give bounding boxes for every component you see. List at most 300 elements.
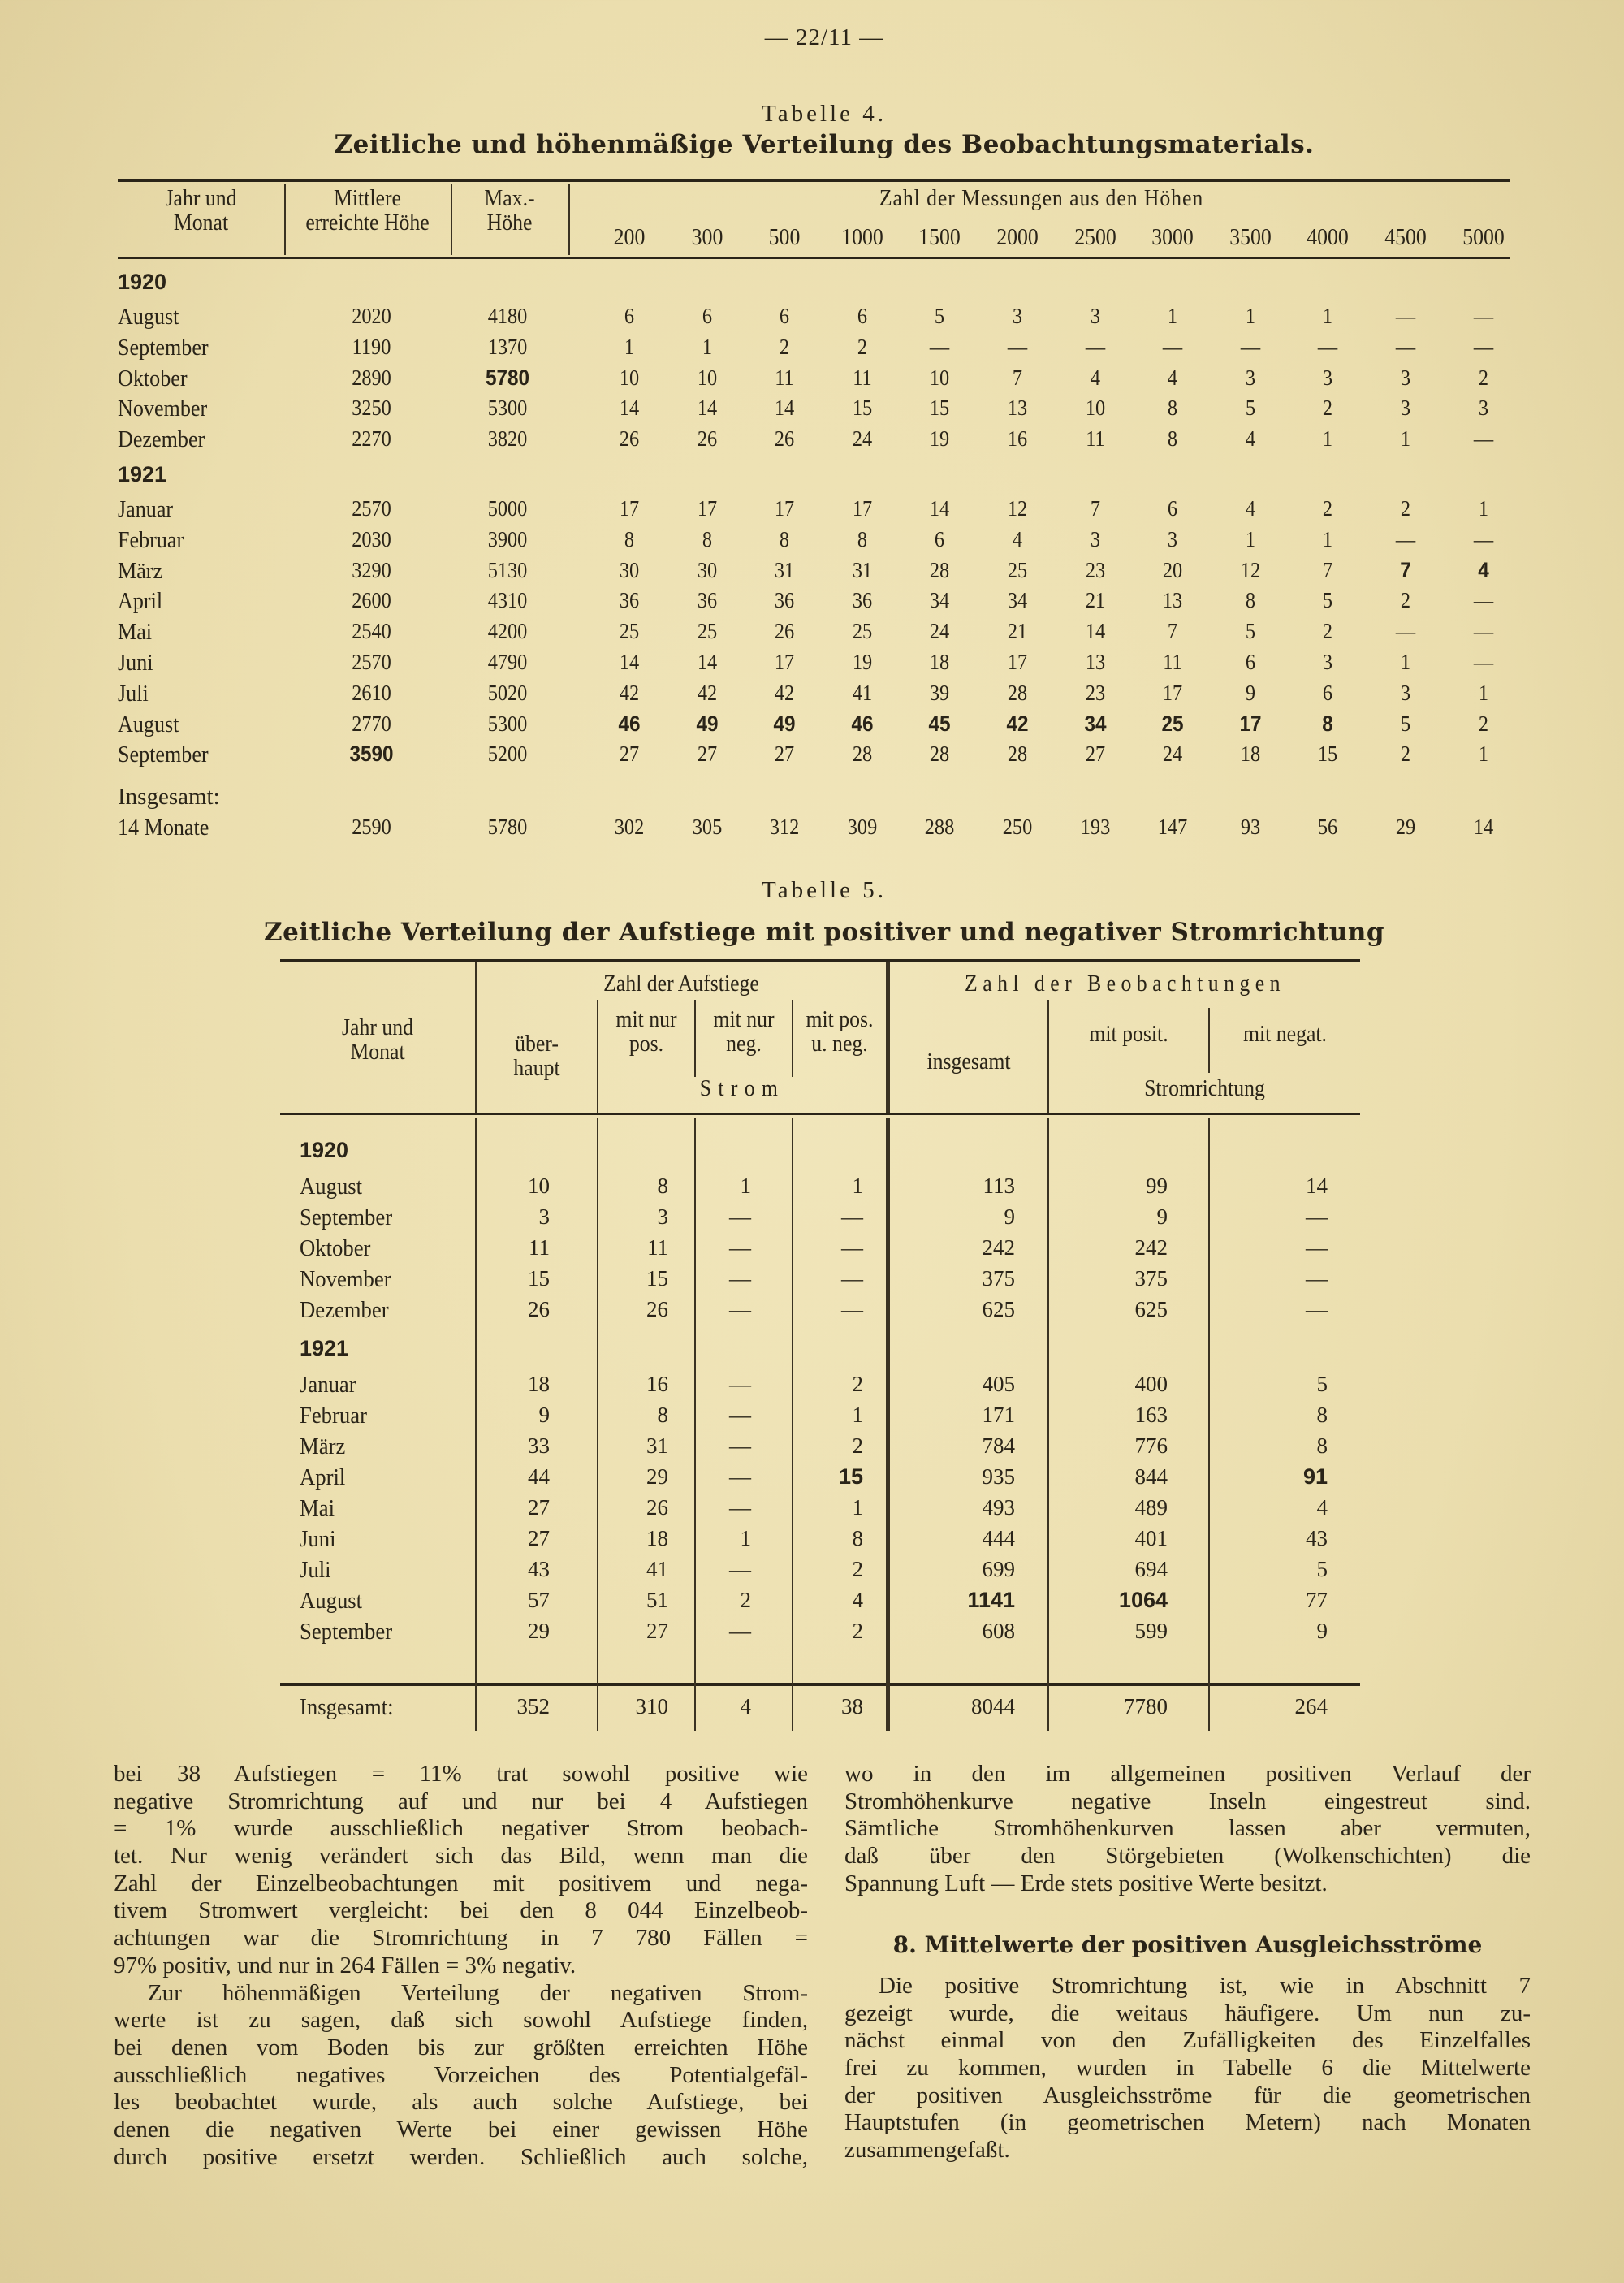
table-cell: —	[729, 1204, 751, 1229]
table-cell: 13	[1085, 650, 1105, 674]
table-cell: 46	[618, 711, 641, 736]
table-cell: 7	[1012, 365, 1023, 390]
table-cell: —	[729, 1266, 751, 1291]
table-row	[118, 619, 1510, 650]
table-cell: 10	[930, 365, 950, 390]
table-cell: 193	[1080, 815, 1110, 840]
table-cell: 24	[1163, 742, 1183, 767]
table-cell: 8	[1322, 711, 1334, 736]
table-cell: 18	[1240, 742, 1260, 767]
table-cell: 2	[740, 1588, 751, 1612]
table-cell: 13	[1007, 396, 1028, 421]
table-cell: —	[1473, 588, 1493, 613]
table-cell: 2	[1400, 496, 1411, 521]
table-cell: —	[1473, 304, 1493, 328]
text-column-right-continued	[844, 1973, 1531, 2164]
month-label: September	[118, 742, 209, 768]
table-cell: 242	[982, 1235, 1015, 1260]
header-mittlere: Mittlere erreichte Höhe	[305, 186, 430, 236]
table-cell: 27	[775, 742, 795, 767]
month-label: März	[300, 1433, 346, 1459]
month-label: Februar	[300, 1403, 367, 1429]
month-label: März	[118, 557, 163, 584]
table-cell: 28	[930, 557, 950, 582]
table-cell: 28	[1007, 742, 1028, 767]
table-cell: 2	[1400, 742, 1411, 767]
table-cell: 4200	[487, 619, 528, 644]
month-label: April	[300, 1464, 346, 1490]
table-cell: 9	[1316, 1619, 1328, 1643]
table-cell: —	[841, 1204, 863, 1229]
header-height-5000: 5000	[1462, 225, 1505, 250]
table-cell: 2610	[352, 680, 391, 705]
table-cell: 23	[1085, 557, 1105, 582]
table-cell: —	[1163, 334, 1183, 359]
table-cell: 5	[1245, 619, 1255, 644]
month-label: August	[118, 304, 179, 330]
table-cell: 776	[1134, 1433, 1168, 1458]
table-cell: 36	[619, 588, 640, 613]
table-cell: 26	[775, 619, 795, 644]
table-cell: 19	[852, 650, 872, 674]
table-cell: 5780	[487, 815, 528, 840]
text-line: wo in den im allgemeinen positiven Verlauf der	[844, 1761, 1531, 1787]
table-cell: 15	[838, 1464, 863, 1489]
table-cell: 10	[1085, 396, 1105, 421]
table-cell: 4	[740, 1694, 751, 1719]
table-cell: 28	[1007, 680, 1028, 705]
table-cell: —	[1473, 526, 1493, 551]
table-cell: 14	[1473, 815, 1493, 840]
table-cell: 309	[847, 815, 878, 840]
text-line: Zur höhenmäßigen Verteilung der negativen Strom-	[148, 1979, 808, 2006]
table-cell: 49	[696, 711, 719, 736]
table-cell: 310	[635, 1694, 668, 1719]
table-row	[280, 1557, 1360, 1588]
table-row	[280, 1297, 1360, 1328]
table-cell: 1	[740, 1526, 751, 1550]
header-jahr: Jahr und Monat	[165, 186, 237, 236]
table-cell: 23	[1085, 680, 1105, 705]
table-cell: 2	[780, 334, 790, 359]
table-cell: 99	[1146, 1174, 1168, 1198]
table-cell: 36	[697, 588, 717, 613]
table-cell: 5	[1316, 1557, 1328, 1581]
table-cell: 6	[1168, 496, 1178, 521]
text-column-left	[114, 1761, 808, 2171]
text-line: bei denen vom Boden bis zur größten erreichten Höhe	[114, 2034, 808, 2060]
table-row	[280, 1588, 1360, 1619]
table-cell: —	[729, 1403, 751, 1427]
table-cell: 4180	[487, 304, 528, 328]
table5-caption: Tabelle 5.	[762, 877, 887, 903]
table-cell: 6	[780, 304, 790, 328]
month-label: September	[300, 1619, 393, 1645]
table-cell: 6	[1245, 650, 1255, 674]
table-cell: —	[1473, 619, 1493, 644]
table-row	[280, 1495, 1360, 1526]
table-cell: 4	[852, 1588, 863, 1612]
table-cell: 489	[1134, 1495, 1168, 1520]
total-label: Insgesamt:	[300, 1694, 394, 1720]
month-label: Mai	[118, 619, 153, 646]
table-cell: 38	[841, 1694, 863, 1719]
text-line: denen die negativen Werte bei einer gewissen Höhe	[114, 2116, 808, 2142]
table-cell: 375	[1134, 1266, 1168, 1291]
table-cell: 4	[1090, 365, 1100, 390]
table-cell: 11	[1085, 426, 1105, 452]
table-cell: 493	[982, 1495, 1015, 1520]
table-cell: 288	[925, 815, 955, 840]
table-cell: 2020	[352, 304, 391, 328]
table-cell: 784	[982, 1433, 1015, 1458]
table-cell: 8	[1245, 588, 1255, 613]
table-cell: 6	[702, 304, 712, 328]
header-nur-pos: mit nur pos.	[615, 1007, 677, 1057]
table-cell: 699	[982, 1557, 1015, 1581]
table-cell: 5300	[487, 396, 528, 421]
table-cell: 17	[697, 496, 717, 521]
table-cell: 1	[852, 1495, 863, 1520]
table-row	[280, 1619, 1360, 1650]
table-cell: 1	[702, 334, 712, 359]
table-cell: 29	[1395, 815, 1416, 840]
table-cell: 4	[1168, 365, 1178, 390]
table-row	[280, 1433, 1360, 1464]
text-line: = 1% wurde ausschließlich negativer Strom beobach-	[114, 1815, 808, 1842]
table-cell: 8	[702, 526, 712, 551]
table-cell: 34	[1084, 711, 1107, 736]
table-cell: 2	[852, 1619, 863, 1643]
table-cell: 34	[930, 588, 950, 613]
table-cell: 18	[528, 1372, 550, 1396]
table-cell: 8	[1168, 396, 1178, 421]
table-cell: —	[1306, 1297, 1328, 1321]
table-cell: 16	[1007, 426, 1028, 452]
year-label: 1920	[118, 270, 167, 294]
table-cell: —	[841, 1235, 863, 1260]
table-cell: —	[729, 1372, 751, 1396]
table-cell: 14	[775, 396, 795, 421]
table-cell: —	[729, 1557, 751, 1581]
year-label: 1920	[300, 1138, 349, 1162]
table5	[280, 959, 1360, 1731]
table-cell: 3	[657, 1204, 668, 1229]
table-cell: 26	[697, 426, 717, 452]
table-cell: —	[1318, 334, 1338, 359]
table-cell: 305	[692, 815, 722, 840]
table-cell: 2590	[352, 815, 391, 840]
table-cell: 7	[1400, 557, 1411, 582]
table-cell: 43	[528, 1557, 550, 1581]
text-line: Zahl der Einzelbeobachtungen mit positivem und nega-	[114, 1870, 808, 1896]
table-cell: —	[1395, 526, 1416, 551]
table-cell: 2	[1323, 396, 1333, 421]
table-cell: 5	[1245, 396, 1255, 421]
table-cell: 29	[646, 1464, 668, 1489]
table-cell: 2270	[352, 426, 391, 452]
table-cell: 3	[1478, 396, 1488, 421]
table-cell: 400	[1134, 1372, 1168, 1396]
table-cell: 12	[1240, 557, 1260, 582]
table-cell: 6	[935, 526, 945, 551]
table-cell: —	[729, 1235, 751, 1260]
table-row	[118, 496, 1510, 527]
table-cell: 11	[775, 365, 794, 390]
table-cell: 41	[852, 680, 872, 705]
header-insgesamt: insgesamt	[926, 1049, 1011, 1074]
table-cell: 625	[1134, 1297, 1168, 1321]
table-cell: 17	[619, 496, 640, 521]
table-cell: 25	[852, 619, 872, 644]
table-cell: 4	[1012, 526, 1023, 551]
table-cell: —	[1007, 334, 1028, 359]
table-cell: 1141	[967, 1588, 1015, 1612]
table-cell: 1	[1245, 526, 1255, 551]
text-line: 97% positiv, und nur in 264 Fällen = 3% negativ.	[114, 1952, 577, 1978]
table-cell: 1	[1478, 742, 1488, 767]
table-cell: 24	[852, 426, 872, 452]
table-cell: 19	[930, 426, 950, 452]
table-cell: 10	[619, 365, 640, 390]
text-line: ausschließlich negatives Vorzeichen des Potentialgefäl-	[114, 2061, 808, 2088]
table-cell: 3	[1168, 526, 1178, 551]
table-cell: 27	[619, 742, 640, 767]
header-height-2000: 2000	[996, 225, 1039, 250]
table-cell: 3290	[352, 557, 391, 582]
table-cell: 8	[857, 526, 867, 551]
table-row	[280, 1204, 1360, 1235]
table-cell: 9	[538, 1403, 550, 1427]
table-row	[118, 650, 1510, 681]
table-cell: 77	[1306, 1588, 1328, 1612]
table-cell: 17	[775, 650, 795, 674]
table-cell: 2	[1400, 588, 1411, 613]
table-cell: 1190	[352, 334, 391, 359]
table-cell: 3	[1012, 304, 1023, 328]
table-cell: 30	[697, 557, 717, 582]
table-row	[118, 588, 1510, 619]
table-cell: 14	[1306, 1174, 1328, 1198]
table-cell: 34	[1007, 588, 1028, 613]
table-cell: 29	[528, 1619, 550, 1643]
table-row	[280, 1403, 1360, 1433]
text-line: les beobachtet wurde, als auch solche Aufstiege, bei	[114, 2089, 808, 2116]
table-cell: 8	[852, 1526, 863, 1550]
month-label: Dezember	[300, 1297, 389, 1323]
month-label: Juni	[118, 650, 153, 676]
table-cell: 352	[516, 1694, 550, 1719]
table-cell: 5780	[485, 365, 530, 390]
table-cell: —	[729, 1433, 751, 1458]
table-cell: 3820	[487, 426, 528, 452]
table-row	[280, 1372, 1360, 1403]
table-cell: 5300	[487, 711, 528, 736]
table-cell: 9	[1245, 680, 1255, 705]
table-cell: 33	[528, 1433, 550, 1458]
table-cell: 1	[852, 1174, 863, 1198]
table-cell: —	[1473, 334, 1493, 359]
table-cell: 163	[1134, 1403, 1168, 1427]
table-cell: 4	[1477, 557, 1489, 582]
table-row	[118, 396, 1510, 426]
header-max: Max.- Höhe	[484, 186, 535, 236]
table-cell: 26	[646, 1297, 668, 1321]
table4-title: Zeitliche und höhenmäßige Verteilung des Beobachtungsmaterials.	[334, 130, 1315, 159]
table-cell: 36	[775, 588, 795, 613]
table-cell: 21	[1085, 588, 1105, 613]
table-cell: 5130	[487, 557, 528, 582]
page-number: — 22/11 —	[764, 24, 884, 50]
table-cell: —	[1306, 1235, 1328, 1260]
text-line: Hauptstufen (in geometrischen Metern) nach Monaten	[844, 2109, 1531, 2136]
table-row	[118, 365, 1510, 396]
table-cell: 43	[1306, 1526, 1328, 1550]
table-cell: —	[841, 1297, 863, 1321]
table-cell: 1	[1323, 304, 1333, 328]
header-height-3500: 3500	[1229, 225, 1272, 250]
table-cell: 1	[1400, 650, 1411, 674]
table-cell: 5	[1316, 1372, 1328, 1396]
table-cell: 312	[769, 815, 800, 840]
month-label: September	[300, 1204, 393, 1230]
table-cell: 15	[930, 396, 950, 421]
month-label: 14 Monate	[118, 815, 209, 841]
table-cell: 1064	[1118, 1588, 1168, 1612]
table-cell: 27	[646, 1619, 668, 1643]
table-cell: 2570	[352, 496, 391, 521]
table-cell: 39	[930, 680, 950, 705]
table-cell: 2890	[352, 365, 391, 390]
table-cell: 3	[1323, 365, 1333, 390]
table-cell: 8	[624, 526, 635, 551]
table-cell: 17	[1239, 711, 1262, 736]
table-cell: 2	[1478, 365, 1488, 390]
table-cell: 14	[619, 396, 640, 421]
table-cell: 41	[646, 1557, 668, 1581]
text-line: nächst einmal von den Zufälligkeiten des Einzelfalles	[844, 2027, 1531, 2054]
year-label: 1921	[118, 462, 167, 486]
table-cell: 26	[646, 1495, 668, 1520]
table-cell: 3	[1400, 396, 1411, 421]
table-cell: 56	[1318, 815, 1338, 840]
table-cell: 8	[1168, 426, 1178, 452]
table-cell: 28	[930, 742, 950, 767]
table-cell: —	[1306, 1266, 1328, 1291]
year-label: 1921	[300, 1336, 349, 1360]
month-label: Juli	[118, 680, 149, 707]
month-label: Juli	[300, 1557, 331, 1583]
text-line: bei 38 Aufstiegen = 11% trat sowohl positive wie	[114, 1761, 808, 1787]
table-cell: 17	[1007, 650, 1028, 674]
table-cell: —	[729, 1619, 751, 1643]
table-cell: 25	[619, 619, 640, 644]
table-cell: 6	[857, 304, 867, 328]
text-column-right	[844, 1761, 1531, 1897]
table-cell: 2	[852, 1557, 863, 1581]
table-cell: 6	[1323, 680, 1333, 705]
table-cell: 14	[697, 396, 717, 421]
table-row	[118, 681, 1510, 711]
section-heading: 8. Mittelwerte der positiven Ausgleichsströme	[892, 1931, 1483, 1958]
table-cell: 3	[1090, 304, 1100, 328]
table-cell: 11	[529, 1235, 550, 1260]
table-cell: 14	[1085, 619, 1105, 644]
table-cell: —	[1306, 1204, 1328, 1229]
table-row	[118, 527, 1510, 558]
table-cell: 3900	[487, 526, 528, 551]
table-cell: 49	[773, 711, 796, 736]
table-cell: 12	[1007, 496, 1028, 521]
table-cell: 25	[1161, 711, 1184, 736]
header-negat: mit negat.	[1242, 1022, 1328, 1047]
table-cell: 91	[1302, 1464, 1328, 1489]
month-label: Oktober	[300, 1235, 371, 1261]
table-cell: 31	[852, 557, 872, 582]
table-cell: 2770	[352, 711, 391, 736]
table-cell: 45	[928, 711, 951, 736]
table-cell: 2570	[352, 650, 391, 674]
header-height-300: 300	[691, 225, 723, 250]
table-row	[280, 1266, 1360, 1297]
table-cell: 42	[697, 680, 717, 705]
table-row	[280, 1235, 1360, 1266]
table-cell: 264	[1294, 1694, 1328, 1719]
table-cell: 2	[1323, 619, 1333, 644]
table-cell: 4310	[487, 588, 528, 613]
table-cell: —	[1240, 334, 1260, 359]
table-cell: 15	[852, 396, 872, 421]
table-cell: 9	[1004, 1204, 1015, 1229]
table-cell: 2	[1323, 496, 1333, 521]
month-label: April	[118, 588, 163, 615]
header-height-4000: 4000	[1307, 225, 1350, 250]
text-line: achtungen war die Stromrichtung in 7 780 Fällen =	[114, 1925, 808, 1952]
table-cell: 4	[1245, 496, 1255, 521]
table-cell: 113	[983, 1174, 1015, 1198]
table-cell: 8	[657, 1174, 668, 1198]
table-cell: 16	[646, 1372, 668, 1396]
table-cell: 14	[697, 650, 717, 674]
table-cell: —	[1085, 334, 1105, 359]
table-cell: 8	[657, 1403, 668, 1427]
table-cell: —	[1473, 426, 1493, 452]
table-cell: 2	[857, 334, 867, 359]
table-cell: 2	[852, 1372, 863, 1396]
text-line: der positiven Ausgleichsströme für die geometrischen	[844, 2082, 1531, 2108]
table-cell: 42	[1006, 711, 1029, 736]
header-pos-neg: mit pos. u. neg.	[806, 1007, 874, 1057]
table-cell: —	[1395, 304, 1416, 328]
table-cell: 15	[528, 1266, 550, 1291]
month-label: September	[118, 334, 209, 361]
table-cell: 3	[1323, 650, 1333, 674]
table-cell: 30	[619, 557, 640, 582]
table-cell: 625	[982, 1297, 1015, 1321]
table-cell: 2030	[352, 526, 391, 551]
table-cell: 51	[646, 1588, 668, 1612]
table-row	[280, 1464, 1360, 1495]
table-cell: 44	[528, 1464, 550, 1489]
table-cell: 250	[1002, 815, 1033, 840]
table-row	[118, 558, 1510, 589]
table-cell: 26	[619, 426, 640, 452]
table-cell: 242	[1134, 1235, 1168, 1260]
table-cell: 14	[619, 650, 640, 674]
table-cell: 8	[1316, 1433, 1328, 1458]
table-cell: 2	[852, 1433, 863, 1458]
text-line: zusammengefaßt.	[844, 2137, 1010, 2164]
